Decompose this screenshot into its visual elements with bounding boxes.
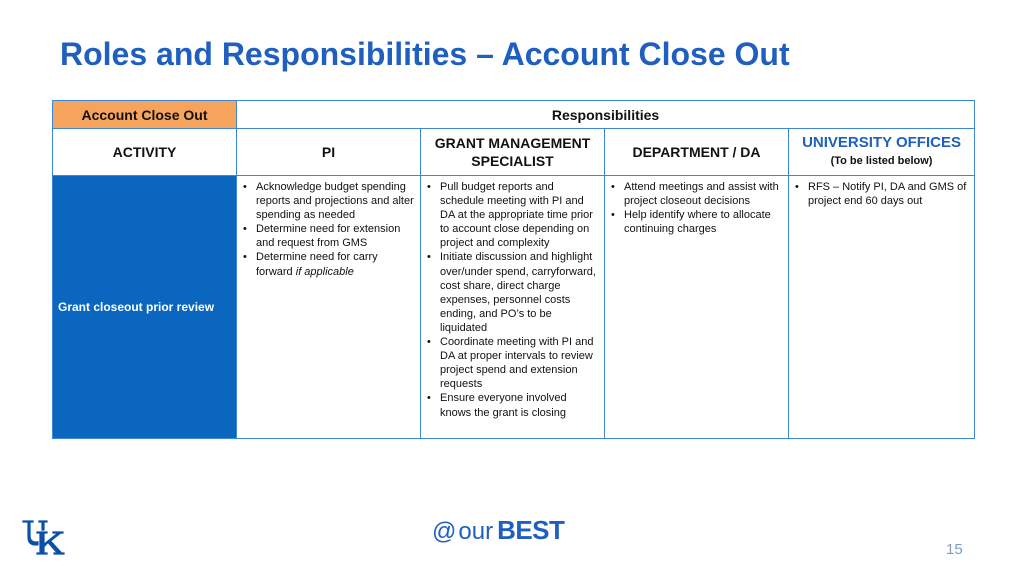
list-item: • RFS – Notify PI, DA and GMS of project end 60 days out [808,180,970,208]
tagline-best: BEST [497,515,565,545]
list-item: • Pull budget reports and schedule meeting with PI and DA at the appropriate time prior to account close depending on project and complexity [440,180,600,250]
list-item: • Coordinate meeting with PI and DA at proper intervals to review project spend and extension requests [440,335,600,391]
university-bullet-list [789,176,974,208]
carry-forward-italic: if applicable [295,265,354,278]
pi-cell [237,176,421,439]
list-item: • Determine need for extension and request from GMS [256,222,416,250]
department-bullet-list [605,176,788,236]
carry-forward-text: Determine need for carry forward [256,251,378,278]
slide-title: Roles and Responsibilities – Account Close Out [60,36,790,72]
responsibilities-header-cell: Responsibilities [237,101,975,129]
responsibilities-table [52,100,975,439]
list-item: • Help identify where to allocate continuing charges [624,208,784,236]
department-column-header: DEPARTMENT / DA [605,129,789,176]
gms-header-line1: GRANT MANAGEMENT [434,135,591,151]
our-best-tagline [432,515,564,546]
university-column-header [789,129,975,176]
tagline-our: our [458,518,494,545]
gms-column-header [421,129,605,176]
tagline-at: @ [432,518,457,545]
column-header-row [53,129,975,176]
activity-column-header: ACTIVITY [53,129,237,176]
department-cell [605,176,789,439]
gms-bullet-list [421,176,604,420]
list-item: • Initiate discussion and highlight over/under spend, carryforward, cost share, direct charge expenses, personnel costs ending, and PO’s to be liquidated [440,250,600,335]
pi-column-header: PI [237,129,421,176]
uk-logo-icon [20,517,66,557]
pi-bullet-list [237,176,420,279]
table-row [53,176,975,439]
table-header-row [53,101,975,129]
list-item [256,250,416,278]
activity-cell: Grant closeout prior review [53,176,237,439]
university-header-title: UNIVERSITY OFFICES [802,134,961,151]
list-item: • Ensure everyone involved knows the grant is closing [440,391,600,419]
list-item: • Acknowledge budget spending reports and projections and alter spending as needed [256,180,416,222]
gms-header-line2: SPECIALIST [471,153,554,169]
gms-cell [421,176,605,439]
university-header-subtitle: (To be listed below) [830,155,933,167]
list-item: • Attend meetings and assist with project closeout decisions [624,180,784,208]
page-number: 15 [946,541,963,558]
corner-header-cell: Account Close Out [53,101,237,129]
university-cell [789,176,975,439]
